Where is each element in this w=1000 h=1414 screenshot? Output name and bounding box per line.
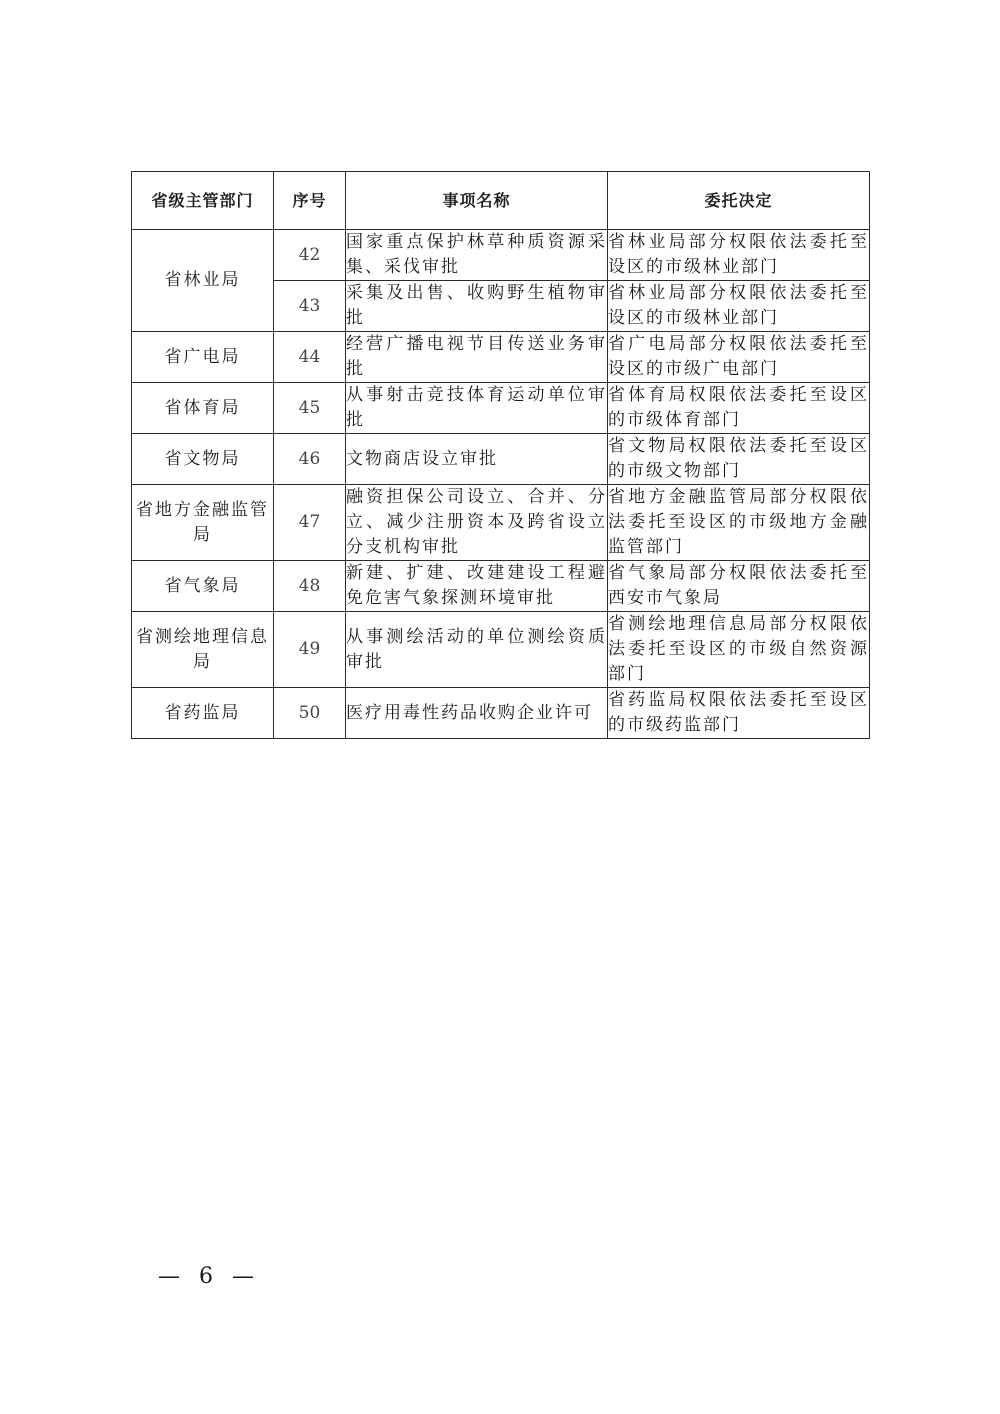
header-number: 序号	[274, 172, 346, 230]
decision-cell: 省文物局权限依法委托至设区的市级文物部门	[608, 434, 870, 485]
number-cell: 47	[274, 485, 346, 561]
header-item-name: 事项名称	[346, 172, 608, 230]
dept-cell: 省药监局	[132, 688, 274, 739]
decision-cell: 省测绘地理信息局部分权限依法委托至设区的市级自然资源部门	[608, 612, 870, 688]
item-cell: 经营广播电视节目传送业务审批	[346, 332, 608, 383]
dept-cell: 省广电局	[132, 332, 274, 383]
item-cell: 新建、扩建、改建建设工程避免危害气象探测环境审批	[346, 561, 608, 612]
number-cell: 45	[274, 383, 346, 434]
item-cell: 从事测绘活动的单位测绘资质审批	[346, 612, 608, 688]
dept-cell: 省林业局	[132, 230, 274, 332]
page-number: — 6 —	[158, 1264, 260, 1289]
table-row	[132, 688, 870, 739]
table-row	[132, 434, 870, 485]
dept-cell: 省地方金融监管局	[132, 485, 274, 561]
decision-cell: 省广电局部分权限依法委托至设区的市级广电部门	[608, 332, 870, 383]
dept-cell: 省文物局	[132, 434, 274, 485]
table-row	[132, 612, 870, 688]
decision-cell: 省地方金融监管局部分权限依法委托至设区的市级地方金融监管部门	[608, 485, 870, 561]
header-decision: 委托决定	[608, 172, 870, 230]
dept-cell: 省测绘地理信息局	[132, 612, 274, 688]
decision-cell: 省气象局部分权限依法委托至西安市气象局	[608, 561, 870, 612]
decision-cell: 省林业局部分权限依法委托至设区的市级林业部门	[608, 230, 870, 281]
item-cell: 文物商店设立审批	[346, 434, 608, 485]
number-cell: 49	[274, 612, 346, 688]
number-cell: 44	[274, 332, 346, 383]
number-cell: 50	[274, 688, 346, 739]
table-row	[132, 561, 870, 612]
table-row	[132, 485, 870, 561]
number-cell: 42	[274, 230, 346, 281]
decision-cell: 省体育局权限依法委托至设区的市级体育部门	[608, 383, 870, 434]
dept-cell: 省体育局	[132, 383, 274, 434]
table-row	[132, 332, 870, 383]
item-cell: 采集及出售、收购野生植物审批	[346, 281, 608, 332]
item-cell: 医疗用毒性药品收购企业许可	[346, 688, 608, 739]
table-header-row	[132, 172, 870, 230]
header-dept: 省级主管部门	[132, 172, 274, 230]
decision-cell: 省药监局权限依法委托至设区的市级药监部门	[608, 688, 870, 739]
delegation-table	[131, 171, 870, 739]
dept-cell: 省气象局	[132, 561, 274, 612]
table-row	[132, 230, 870, 281]
item-cell: 融资担保公司设立、合并、分立、减少注册资本及跨省设立分支机构审批	[346, 485, 608, 561]
number-cell: 48	[274, 561, 346, 612]
decision-cell: 省林业局部分权限依法委托至设区的市级林业部门	[608, 281, 870, 332]
item-cell: 国家重点保护林草种质资源采集、采伐审批	[346, 230, 608, 281]
number-cell: 43	[274, 281, 346, 332]
number-cell: 46	[274, 434, 346, 485]
table-row	[132, 383, 870, 434]
item-cell: 从事射击竞技体育运动单位审批	[346, 383, 608, 434]
